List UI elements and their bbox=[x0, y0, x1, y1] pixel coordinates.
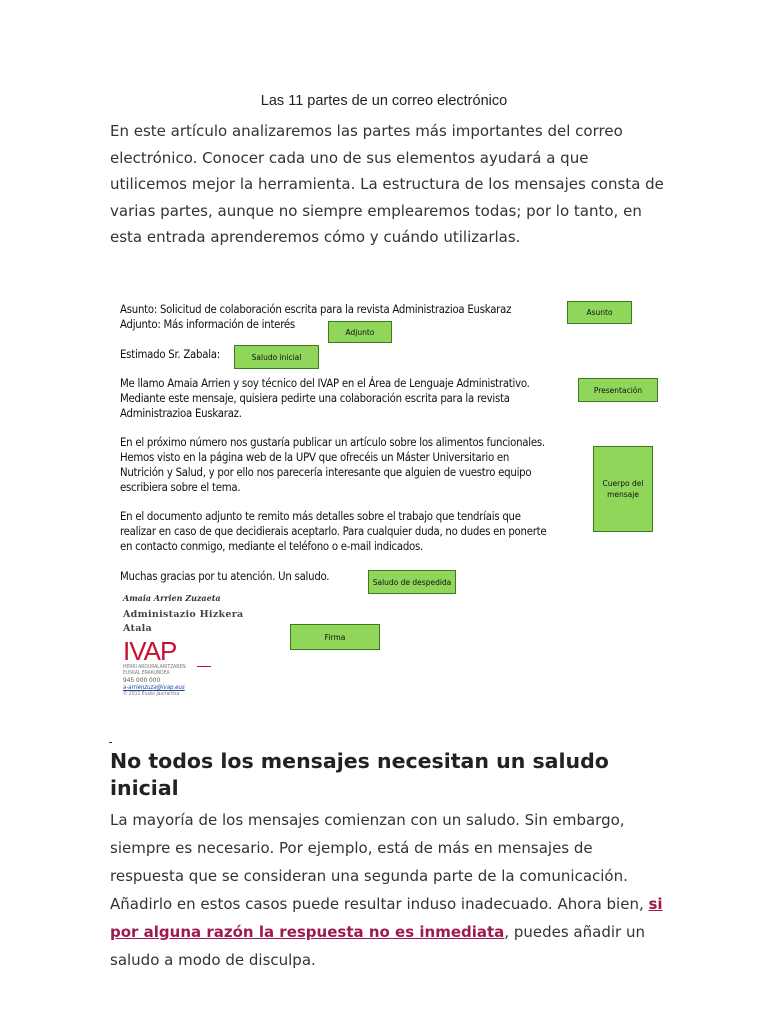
email-body-line: Mediante este mensaje, quisiera pedirte una colaboración escrita para la revista bbox=[120, 392, 510, 405]
email-signature bbox=[123, 591, 253, 698]
section-heading: No todos los mensajes necesitan un saludo inicial bbox=[110, 749, 609, 800]
email-body-line: Nutrición y Salud, y por ello nos parecería interesante que alguien de vuestro equipo bbox=[120, 466, 532, 479]
email-body-line: Me llamo Amaia Arrien y soy técnico del IVAP en el Área de Lenguaje Administrativo. bbox=[120, 377, 530, 390]
section-paragraph bbox=[110, 806, 670, 974]
intro-paragraph: En este artículo analizaremos las partes más importantes del correo electrónico. Conocer cada uno de sus elementos ayudará a que utilicemos mejor la herramienta. La estructura de los mensajes consta de varias partes, aunque no siempre emplearemos todas; por lo tanto, en esta entrada aprenderemos cómo y cuándo utilizarlas. bbox=[110, 122, 664, 246]
email-body-line: En el próximo número nos gustaría publicar un artículo sobre los alimentos funcionales. bbox=[120, 436, 545, 449]
signature-logo-block bbox=[123, 635, 253, 666]
email-body-line: en contacto conmigo, mediante el teléfono o e-mail indicados. bbox=[120, 540, 424, 553]
signature-department: Administazio Hizkera Atala bbox=[123, 608, 244, 634]
signature-copyright: © 2011 Eusko Jaurlaritza bbox=[123, 691, 180, 697]
ivap-logo: IVAP bbox=[123, 635, 177, 666]
inline-link[interactable]: si por alguna razón la respuesta no es inmediata bbox=[110, 895, 663, 941]
signature-name: Amaia Arrien Zuzaeta bbox=[123, 593, 221, 603]
email-body-line: En el documento adjunto te remito más detalles sobre el trabajo que tendríais que bbox=[120, 510, 521, 523]
email-attachment-line: Adjunto: Más información de interés bbox=[120, 318, 295, 331]
label-saludo-despedida: Saludo de despedida bbox=[368, 570, 456, 594]
email-subject-line: Asunto: Solicitud de colaboración escrita para la revista Administrazioa Euskaraz bbox=[120, 303, 512, 316]
label-firma: Firma bbox=[290, 624, 380, 650]
paragraph-text: La mayoría de los mensajes comienzan con un saludo. Sin embargo, siempre es necesario. Por ejemplo, está de más en mensajes de respuesta que se consideran una segunda parte de la comunicación. Añadirlo en estos casos puede resultar induso inadecuado. Ahora bien, bbox=[110, 811, 649, 913]
email-closing-line: Muchas gracias por tu atención. Un saludo. bbox=[120, 570, 330, 583]
email-greeting-line: Estimado Sr. Zabala: bbox=[120, 348, 220, 361]
label-adjunto: Adjunto bbox=[328, 321, 392, 343]
label-asunto: Asunto bbox=[567, 301, 632, 324]
signature-phone: 945 000 000 bbox=[123, 675, 161, 684]
divider-mark bbox=[109, 742, 112, 743]
paragraph-text-end: , puedes añadir un saludo a modo de disculpa. bbox=[110, 923, 645, 969]
email-body-line: escribiera sobre el tema. bbox=[120, 481, 241, 494]
label-presentacion: Presentación bbox=[578, 378, 658, 402]
email-body-line: Administrazioa Euskaraz. bbox=[120, 407, 242, 420]
label-cuerpo-mensaje: Cuerpo del mensaje bbox=[593, 446, 653, 532]
logo-rule bbox=[197, 666, 211, 667]
signature-org-line: HERRI ARDURALARITZAREN bbox=[123, 663, 186, 670]
signature-org-line: EUSKAL ERAKUNDEA bbox=[123, 670, 170, 676]
email-body-line: Hemos visto en la página web de la UPV que ofrecéis un Máster Universitario en bbox=[120, 451, 510, 464]
email-body-line: realizar en caso de que decidierais aceptarlo. Para cualquier duda, no dudes en ponerte bbox=[120, 525, 547, 538]
email-example-figure bbox=[113, 294, 660, 697]
signature-email: a-arrienzuza@ivap.eus bbox=[123, 684, 185, 691]
label-saludo-inicial: Saludo inicial bbox=[234, 345, 319, 369]
article-title: Las 11 partes de un correo electrónico bbox=[260, 93, 508, 109]
